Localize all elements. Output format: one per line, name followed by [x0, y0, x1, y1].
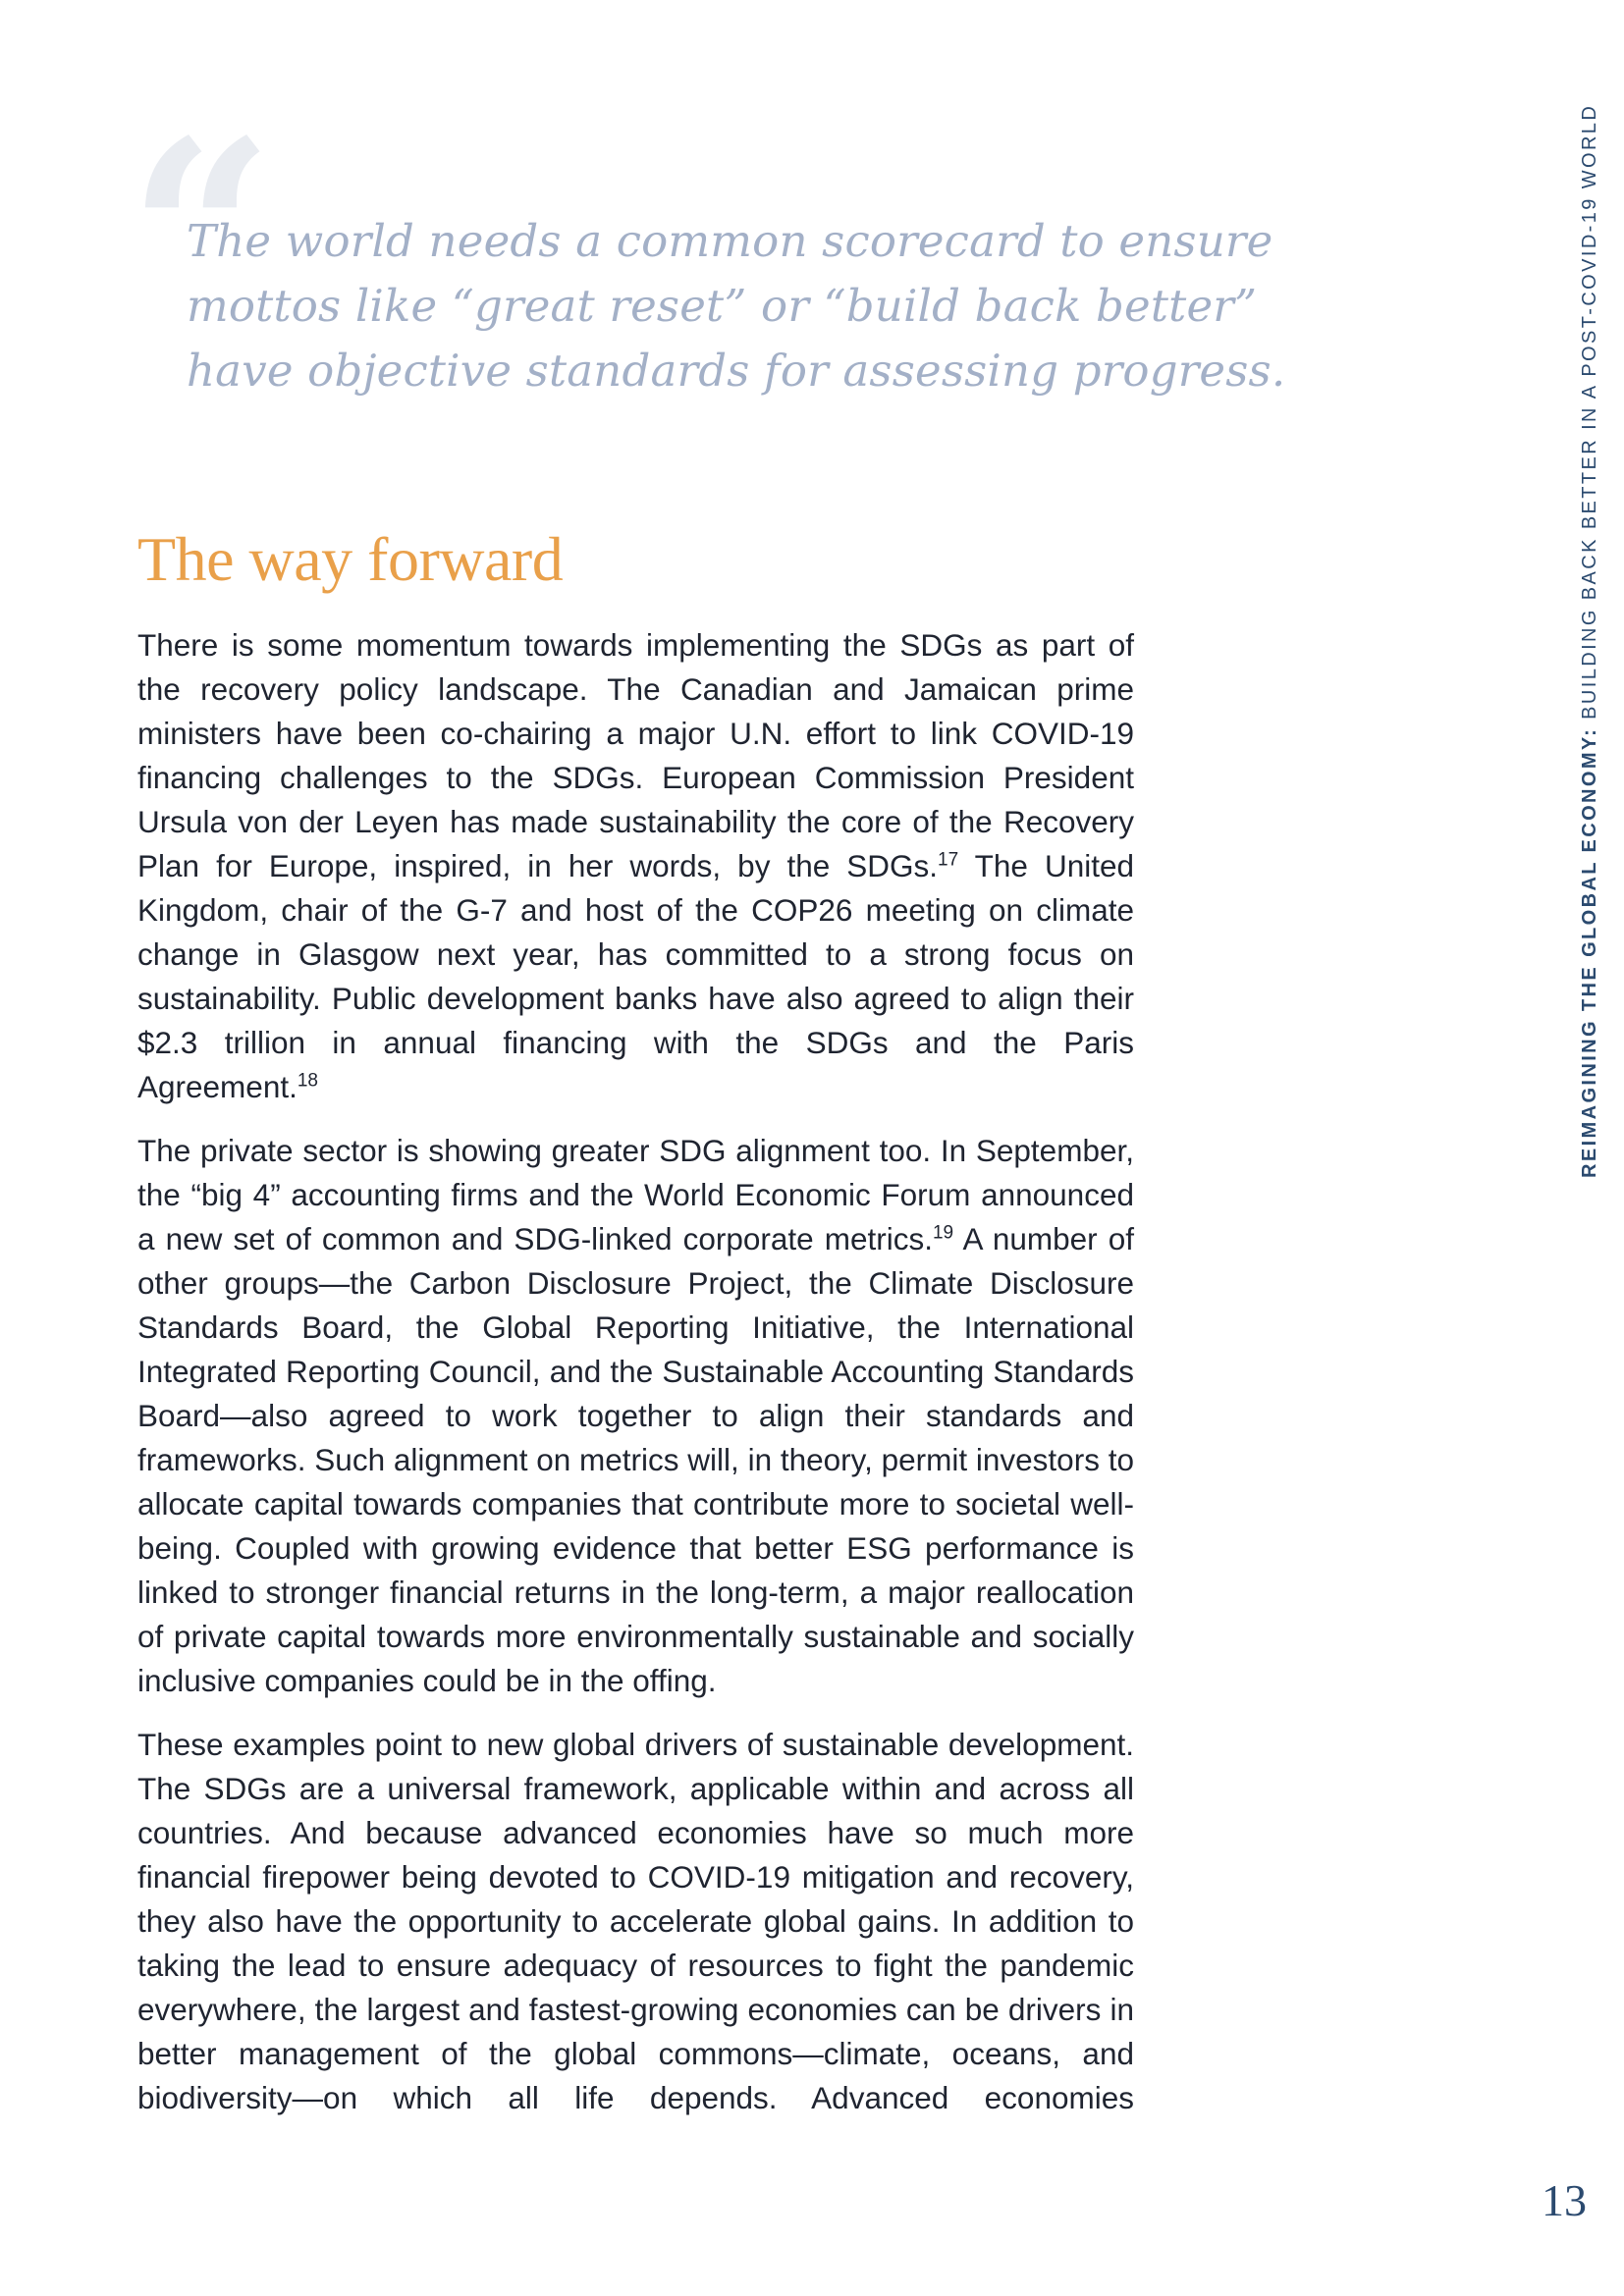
footnote-ref-17[interactable]: 17 — [938, 849, 959, 871]
section-heading: The way forward — [137, 524, 564, 594]
footnote-ref-18[interactable]: 18 — [297, 1070, 318, 1092]
paragraph-1-part-a: There is some momentum towards implementing the SDGs as part of the recovery policy landscape. The Canadian and Jamaican prime ministers have been co-chairing a major U.N. effort to link COVID-19 financing challenges to the SDGs. European Commission President Ursula von der Leyen has made sustainability the core of the Recovery Plan for Europe, inspired, in her words, by the SDGs. — [137, 627, 1134, 883]
paragraph-2-part-a: The private sector is showing greater SDG alignment too. In September, the “big 4” accounting firms and the World Economic Forum announced a new set of common and SDG-linked corporate metrics. — [137, 1133, 1134, 1256]
footnote-ref-19[interactable]: 19 — [932, 1222, 954, 1244]
pull-quote-line: The world needs a common scorecard to ensure — [187, 215, 1273, 267]
pull-quote — [187, 209, 1286, 403]
running-header-subtitle: BUILDING BACK BETTER IN A POST-COVID-19 WORLD — [1579, 103, 1600, 727]
paragraph-3: These examples point to new global drivers of sustainable development. The SDGs are a universal framework, applicable within and across all countries. And because advanced economies have so much more financial firepower being devoted to COVID-19 mitigation and recovery, they also have the opportunity to accelerate global gains. In addition to taking the lead to ensure adequacy of resources to fight the pandemic everywhere, the largest and fastest-growing economies can be drivers in better management of the global commons—climate, oceans, and biodiversity—on which all life depends. Advanced economies — [137, 1727, 1134, 2115]
paragraph-2-part-b: A number of other groups—the Carbon Disclosure Project, the Climate Disclosure Standards Board, the Global Reporting Initiative, the International Integrated Reporting Council, and the Sustainable Accounting Standards Board—also agreed to work together to align their standards and frameworks. Such alignment on metrics will, in theory, permit investors to allocate capital towards companies that contribute more to societal well-being. Coupled with growing evidence that better ESG performance is linked to stronger financial returns in the long-term, a major reallocation of private capital towards more environmentally sustainable and socially inclusive companies could be in the offing. — [137, 1221, 1134, 1698]
pull-quote-line: mottos like “great reset” or “build back better” — [187, 280, 1258, 332]
running-header — [1579, 104, 1601, 1178]
page-number: 13 — [1542, 2175, 1587, 2225]
paragraph-2 — [137, 1129, 1134, 1703]
paragraph-1 — [137, 623, 1134, 1109]
paragraph-1-part-b: The United Kingdom, chair of the G-7 and host of the COP26 meeting on climate change in Glasgow next year, has committed to a strong focus on sustainability. Public development banks have also agreed to align their $2.3 trillion in annual financing with the SDGs and the Paris Agreement. — [137, 848, 1134, 1104]
running-header-title: REIMAGINING THE GLOBAL ECONOMY: — [1579, 726, 1600, 1178]
quote-mark-icon: “ — [128, 85, 275, 385]
body-text — [137, 623, 1134, 2140]
pull-quote-line: have objective standards for assessing progress. — [187, 345, 1286, 397]
